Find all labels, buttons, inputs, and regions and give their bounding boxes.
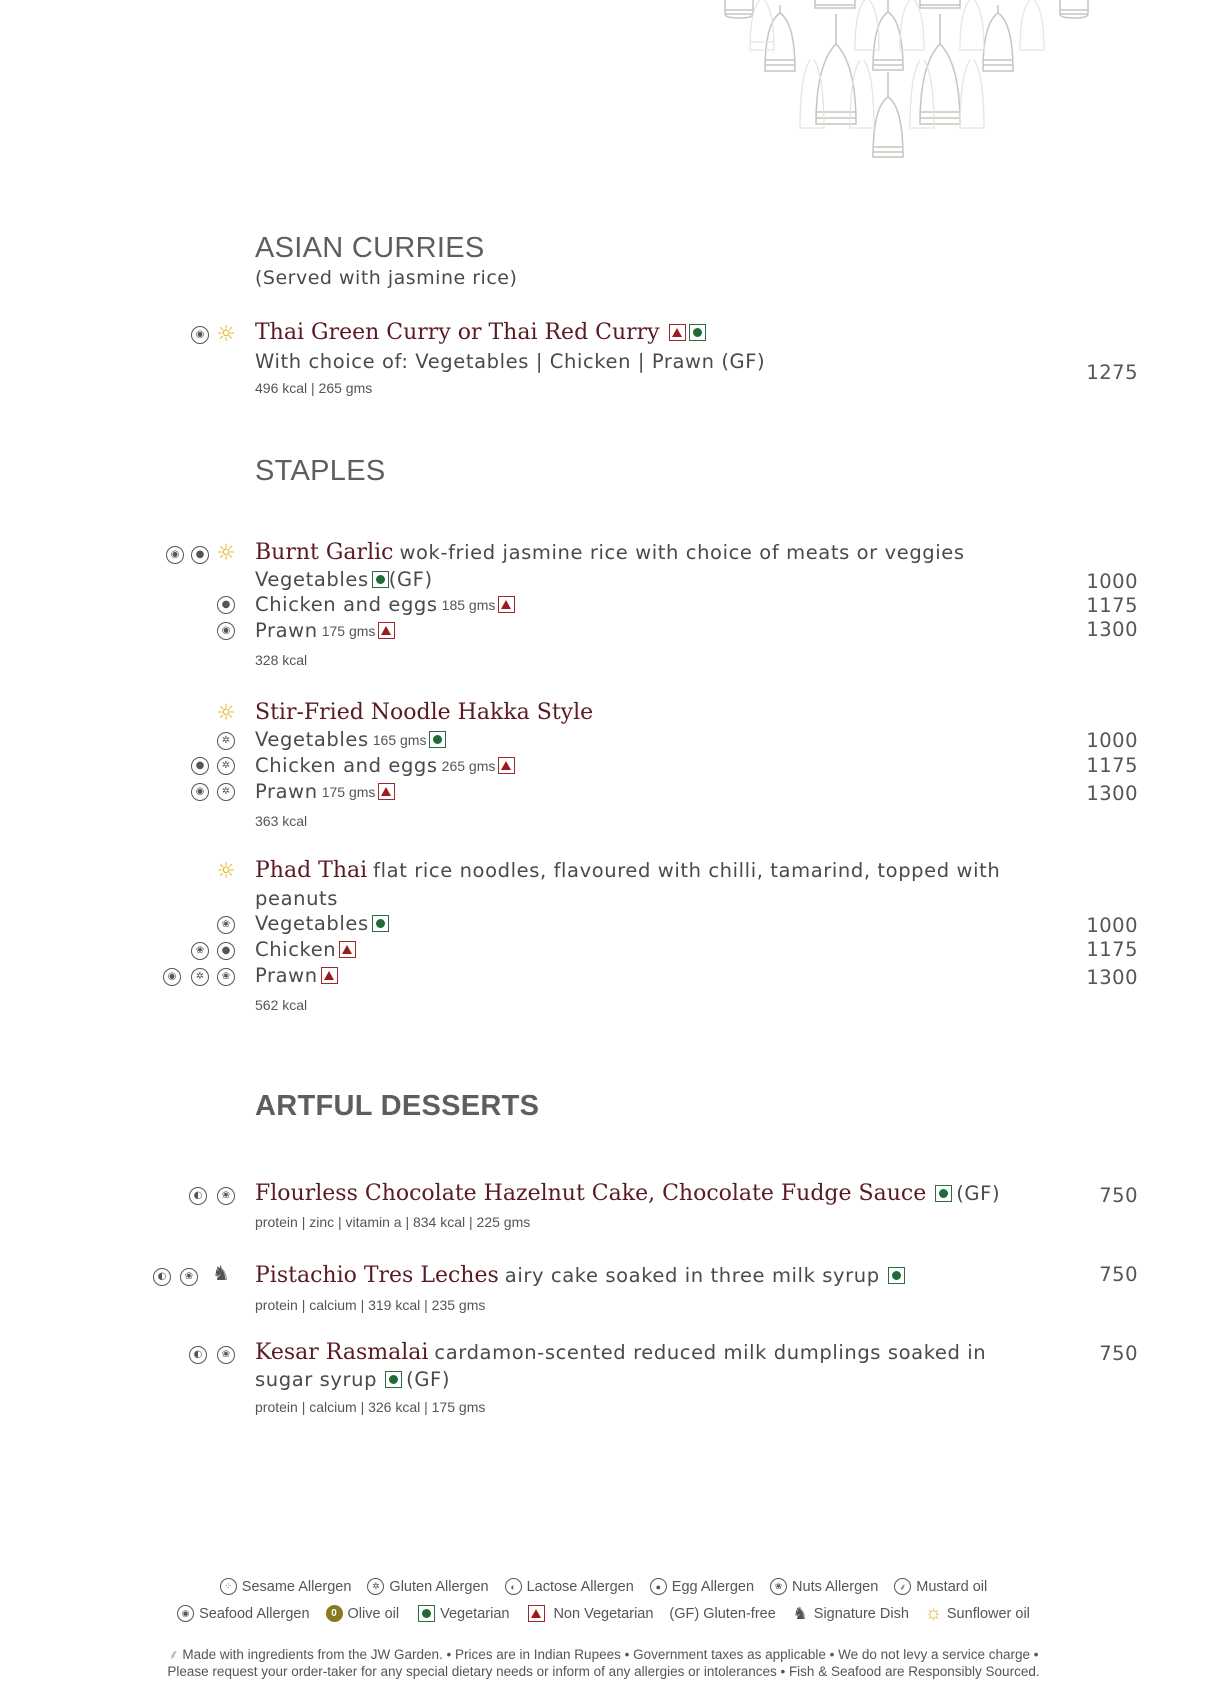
variant-price: 1175	[1086, 938, 1138, 961]
variant-weight: 165 gms	[372, 731, 427, 748]
garden-leaf-icon: ⸙	[168, 1647, 183, 1662]
sunflower-oil-icon: ☼	[924, 1602, 943, 1624]
variant-row	[255, 619, 395, 642]
variant-price: 1300	[1086, 782, 1138, 805]
section-heading-staples: STAPLES	[255, 455, 386, 487]
legend-mustard: ⸙ Mustard oil	[894, 1578, 987, 1595]
nuts-allergen-icon: ❀	[217, 916, 235, 934]
variant-weight: 175 gms	[321, 783, 376, 800]
variant-label: Vegetables	[255, 912, 369, 935]
gluten-free-label: (GF)	[388, 568, 433, 591]
section-subtitle: (Served with jasmine rice)	[255, 267, 518, 289]
non-vegetarian-icon	[378, 622, 395, 639]
variant-price: 1300	[1086, 966, 1138, 989]
variant-label: Vegetables	[255, 568, 369, 591]
non-vegetarian-icon	[669, 324, 686, 341]
signature-dish-icon: ♞	[212, 1261, 230, 1285]
variant-weight: 265 gms	[441, 757, 496, 774]
footer-line-2: Please request your order-taker for any special dietary needs or inform of any allergies or intolerances • Fish & Seafood are Responsibly Sourced.	[167, 1664, 1040, 1679]
item-description-line2: peanuts	[255, 887, 339, 910]
sesame-allergen-icon: ⁘	[220, 1578, 237, 1595]
seafood-allergen-icon: ◉	[191, 783, 209, 801]
nuts-allergen-icon: ❀	[217, 1346, 235, 1364]
item-title: Flourless Chocolate Hazelnut Cake, Chocolate Fudge Sauce	[255, 1181, 927, 1206]
variant-row	[255, 964, 338, 987]
variant-price: 1175	[1086, 594, 1138, 617]
lactose-allergen-icon: ◐	[505, 1578, 522, 1595]
nuts-allergen-icon: ❀	[770, 1578, 787, 1595]
vegetarian-icon	[418, 1605, 435, 1622]
item-title: Thai Green Curry or Thai Red Curry	[255, 320, 660, 345]
nuts-allergen-icon: ❀	[217, 968, 235, 986]
gluten-allergen-icon: ✲	[217, 783, 235, 801]
egg-allergen-icon: ●	[217, 596, 235, 614]
non-vegetarian-icon	[528, 1605, 545, 1622]
vegetarian-icon	[372, 571, 389, 588]
item-title: Phad Thai	[255, 858, 368, 883]
legend-lactose: ◐ Lactose Allergen	[505, 1578, 634, 1595]
lactose-allergen-icon: ◐	[189, 1346, 207, 1364]
legend-vegetarian: Vegetarian	[415, 1605, 509, 1622]
legend-sesame: ⁘ Sesame Allergen	[220, 1578, 352, 1595]
variant-row	[255, 938, 356, 961]
variant-row	[255, 728, 446, 751]
menu-item-thai-curry	[255, 320, 706, 345]
variant-price: 1000	[1086, 729, 1138, 752]
item-description: airy cake soaked in three milk syrup	[504, 1264, 880, 1287]
item-title: Burnt Garlic	[255, 540, 394, 565]
variant-price: 1000	[1086, 914, 1138, 937]
item-meta: 496 kcal | 265 gms	[255, 380, 373, 396]
item-title: Kesar Rasmalai	[255, 1340, 429, 1365]
sunflower-oil-icon: ☼	[216, 541, 236, 566]
menu-item-phad-thai	[255, 858, 1000, 883]
variant-weight: 175 gms	[321, 622, 376, 639]
section-heading-asian-curries: ASIAN CURRIES	[255, 232, 485, 264]
legend-row-1	[0, 1578, 1207, 1595]
non-vegetarian-icon	[498, 596, 515, 613]
gluten-free-label: (GF)	[956, 1182, 1001, 1205]
legend-gluten-free: (GF) Gluten-free	[669, 1605, 776, 1622]
vegetarian-icon	[888, 1267, 905, 1284]
vegetarian-icon	[372, 915, 389, 932]
variant-label: Prawn	[255, 619, 318, 642]
signature-dish-icon: ♞	[792, 1603, 808, 1623]
variant-row	[255, 568, 433, 591]
variant-label: Vegetables	[255, 728, 369, 751]
item-price: 750	[1099, 1342, 1138, 1365]
variant-label: Prawn	[255, 964, 318, 987]
hanging-lamps-decoration	[720, 0, 1090, 165]
variant-row	[255, 593, 515, 616]
item-meta: 562 kcal	[255, 997, 308, 1013]
egg-allergen-icon: ●	[191, 757, 209, 775]
mustard-oil-icon: ⸙	[894, 1578, 911, 1595]
gluten-allergen-icon: ✲	[217, 732, 235, 750]
item-meta: protein | calcium | 326 kcal | 175 gms	[255, 1399, 486, 1415]
legend-non-vegetarian: Non Vegetarian	[525, 1605, 653, 1622]
item-description: wok-fried jasmine rice with choice of meats or veggies	[399, 541, 965, 564]
item-description: flat rice noodles, flavoured with chilli, tamarind, topped with	[373, 859, 1001, 882]
menu-item-flourless-cake	[255, 1181, 1000, 1206]
menu-item-stir-fried-noodle	[255, 700, 599, 725]
sunflower-oil-icon: ☼	[216, 859, 236, 884]
non-vegetarian-icon	[498, 757, 515, 774]
variant-weight: 185 gms	[441, 596, 496, 613]
sunflower-oil-icon: ☼	[216, 701, 236, 726]
variant-price: 1175	[1086, 754, 1138, 777]
sunflower-oil-icon: ☼	[216, 322, 236, 347]
egg-allergen-icon: ●	[191, 546, 209, 564]
gluten-allergen-icon: ✲	[217, 757, 235, 775]
item-meta: protein | calcium | 319 kcal | 235 gms	[255, 1297, 486, 1313]
olive-oil-icon: 0	[326, 1605, 343, 1622]
variant-label: Prawn	[255, 780, 318, 803]
item-description: With choice of: Vegetables | Chicken | Prawn (GF)	[255, 350, 766, 373]
variant-row	[255, 912, 389, 935]
non-vegetarian-icon	[339, 941, 356, 958]
section-heading-desserts: ARTFUL DESSERTS	[255, 1090, 540, 1122]
variant-row	[255, 754, 515, 777]
variant-label: Chicken and eggs	[255, 593, 438, 616]
seafood-allergen-icon: ◉	[177, 1605, 194, 1622]
variant-price: 1000	[1086, 570, 1138, 593]
nuts-allergen-icon: ❀	[180, 1268, 198, 1286]
variant-row	[255, 780, 395, 803]
vegetarian-icon	[689, 324, 706, 341]
legend-gluten: ✲ Gluten Allergen	[367, 1578, 488, 1595]
seafood-allergen-icon: ◉	[166, 546, 184, 564]
item-meta: 363 kcal	[255, 813, 308, 829]
vegetarian-icon	[429, 731, 446, 748]
footer-line-1: ⸙ Made with ingredients from the JW Garden. • Prices are in Indian Rupees • Government taxes as applicable • We do not levy a service charge •	[168, 1647, 1039, 1662]
item-description-line2: sugar syrup	[255, 1368, 378, 1391]
egg-allergen-icon: ●	[217, 942, 235, 960]
item-price: 750	[1099, 1263, 1138, 1286]
menu-item-kesar-rasmalai	[255, 1340, 986, 1365]
item-description: cardamon-scented reduced milk dumplings soaked in	[434, 1341, 987, 1364]
lactose-allergen-icon: ◐	[189, 1187, 207, 1205]
seafood-allergen-icon: ◉	[217, 622, 235, 640]
variant-label: Chicken and eggs	[255, 754, 438, 777]
legend-nuts: ❀ Nuts Allergen	[770, 1578, 878, 1595]
vegetarian-icon	[935, 1185, 952, 1202]
menu-item-burnt-garlic	[255, 540, 965, 565]
item-meta: protein | zinc | vitamin a | 834 kcal | 225 gms	[255, 1214, 531, 1230]
gluten-allergen-icon: ✲	[191, 968, 209, 986]
non-vegetarian-icon	[378, 783, 395, 800]
gluten-free-label: (GF)	[406, 1368, 451, 1391]
legend-seafood: ◉ Seafood Allergen	[177, 1605, 309, 1622]
legend-egg: ● Egg Allergen	[650, 1578, 754, 1595]
variant-price: 1300	[1086, 618, 1138, 641]
legend-signature: ♞ Signature Dish	[792, 1603, 909, 1623]
variant-label: Chicken	[255, 938, 337, 961]
menu-item-pistachio-tres-leches	[255, 1263, 905, 1288]
egg-allergen-icon: ●	[650, 1578, 667, 1595]
nuts-allergen-icon: ❀	[217, 1187, 235, 1205]
nuts-allergen-icon: ❀	[191, 942, 209, 960]
item-price: 1275	[1086, 361, 1138, 384]
item-description-line2-row	[255, 1368, 450, 1391]
legend-row-2	[0, 1602, 1207, 1624]
item-title: Stir-Fried Noodle Hakka Style	[255, 700, 594, 725]
seafood-allergen-icon: ◉	[191, 326, 209, 344]
item-title: Pistachio Tres Leches	[255, 1263, 499, 1288]
lactose-allergen-icon: ◐	[153, 1268, 171, 1286]
non-vegetarian-icon	[321, 967, 338, 984]
item-meta: 328 kcal	[255, 652, 308, 668]
seafood-allergen-icon: ◉	[163, 968, 181, 986]
gluten-allergen-icon: ✲	[367, 1578, 384, 1595]
legend-olive: 0 Olive oil	[326, 1605, 400, 1622]
legend-sunflower: ☼ Sunflower oil	[924, 1602, 1030, 1624]
vegetarian-icon	[385, 1371, 402, 1388]
item-price: 750	[1099, 1184, 1138, 1207]
